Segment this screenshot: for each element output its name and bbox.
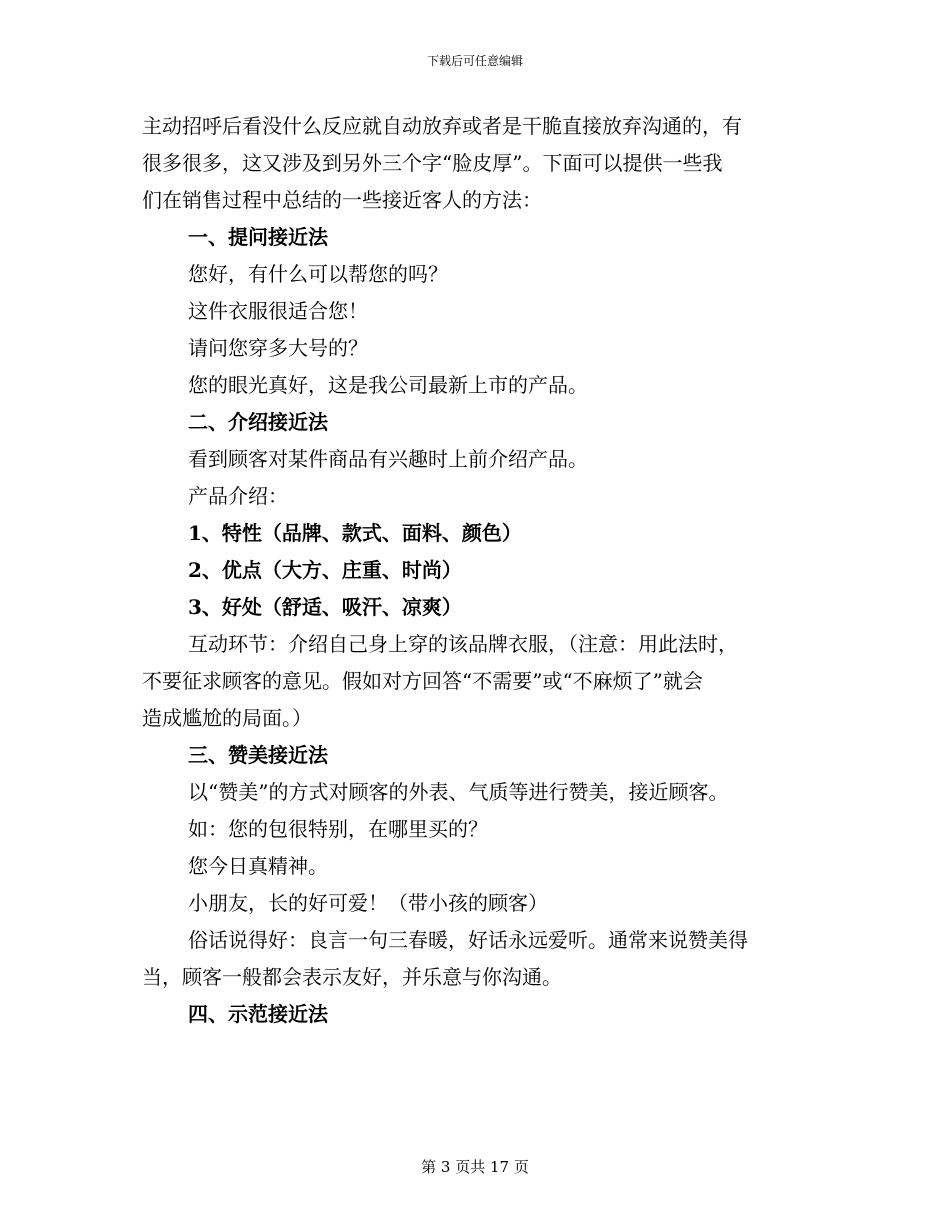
section-heading: 三、赞美接近法 — [188, 743, 328, 767]
paragraph-line: 以“赞美”的方式对顾客的外表、气质等进行赞美，接近顾客。 — [188, 780, 729, 804]
section-heading: 四、示范接近法 — [188, 1002, 328, 1026]
list-item: 1、特性（品牌、款式、面料、颜色） — [188, 521, 522, 545]
paragraph-line: 不要征求顾客的意见。假如对方回答“不需要”或“不麻烦了”就会 — [142, 669, 703, 693]
example-line: 您好，有什么可以帮您的吗？ — [188, 262, 448, 286]
paragraph-line: 们在销售过程中总结的一些接近客人的方法： — [142, 188, 542, 212]
example-line: 您的眼光真好，这是我公司最新上市的产品。 — [188, 373, 588, 397]
section-heading: 一、提问接近法 — [188, 225, 328, 249]
paragraph-line: 俗话说得好：良言一句三春暖，好话永远爱听。通常来说赞美得 — [188, 928, 748, 952]
paragraph-line: 看到顾客对某件商品有兴趣时上前介绍产品。 — [188, 447, 588, 471]
example-line: 如：您的包很特别，在哪里买的？ — [188, 817, 488, 841]
example-line: 请问您穿多大号的？ — [188, 336, 368, 360]
paragraph-line: 互动环节：介绍自己身上穿的该品牌衣服，（注意：用此法时， — [188, 632, 738, 656]
paragraph-line: 造成尴尬的局面。） — [142, 706, 312, 730]
example-line: 您今日真精神。 — [188, 854, 328, 878]
list-item: 3、好处（舒适、吸汗、凉爽） — [188, 595, 462, 619]
page-footer: 第 3 页共 17 页 — [421, 1158, 529, 1176]
document-body — [142, 108, 802, 1033]
paragraph-line: 主动招呼后看没什么反应就自动放弃或者是干脆直接放弃沟通的，有 — [142, 114, 742, 138]
page-header: 下载后可任意编辑 — [426, 54, 523, 68]
list-item: 2、优点（大方、庄重、时尚） — [188, 558, 462, 582]
section-heading: 二、介绍接近法 — [188, 410, 328, 434]
paragraph-line: 很多很多，这又涉及到另外三个字“脸皮厚”。下面可以提供一些我 — [142, 151, 723, 175]
example-line: 这件衣服很适合您！ — [188, 299, 368, 323]
example-line: 小朋友，长的好可爱！（带小孩的顾客） — [188, 891, 548, 915]
paragraph-line: 当，顾客一般都会表示友好，并乐意与你沟通。 — [142, 965, 562, 989]
paragraph-line: 产品介绍： — [188, 484, 288, 508]
